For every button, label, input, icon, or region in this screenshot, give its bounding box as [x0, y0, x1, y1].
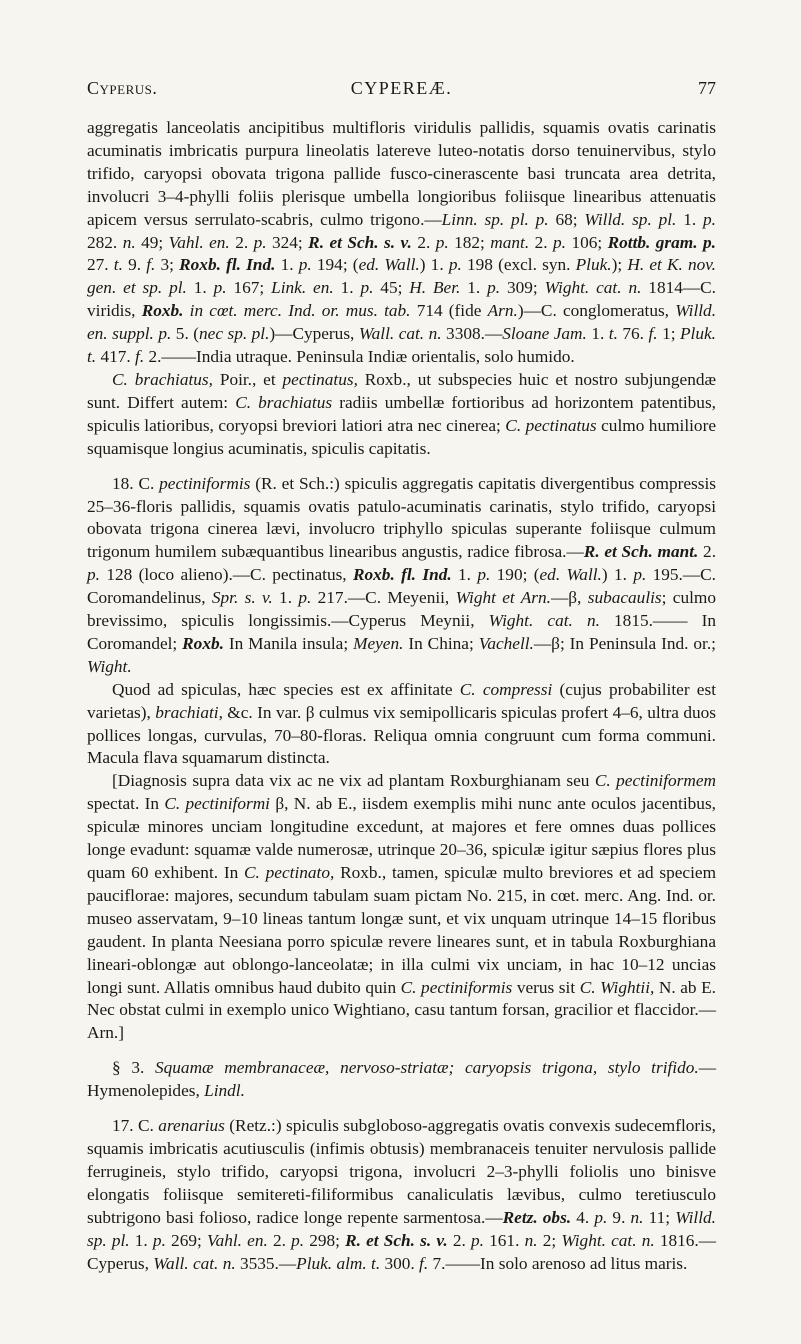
paragraph-species-18: 18. C. pectiniformis (R. et Sch.:) spiculis aggregatis capitatis divergentibus compressis 25–36-floris pallidis, squamis ovatis patulo-acuminatis carinatis, stylo trifido, caryopsi obovata trigona cinerea lævi, involucro triphyllo spiculas superante foliisque culmum trigonum humilem subæquantibus linearibus angustis, radice fibrosa.—R. et Sch. mant. 2. p. 128 (loco alieno).—C. pectinatus, Roxb. fl. Ind. 1. p. 190; (ed. Wall.) 1. p. 195.—C. Coromandelinus, Spr. s. v. 1. p. 217.—C. Meyenii, Wight et Arn.—β, subacaulis; culmo brevissimo, spiculis longissimis.—Cyperus Meynii, Wight. cat. n. 1815.—— In Coromandel; Roxb. In Manila insula; Meyen. In China; Vachell.—β; In Peninsula Ind. or.; Wight.: [87, 473, 717, 676]
paragraph-species-17: 17. C. arenarius (Retz.:) spiculis subgloboso-aggregatis ovatis convexis sudecemfloris, squamis imbricatis acutiusculis (infimis obtusis) membranaceis tenuiter nervulosis pallide ferrugineis, stylo trifido, caryopsi trigona, involucri 2–3-phylli foliolis uno binisve elongatis foliisque semitereti-filiformibus canaliculatis lævibus, culmo teretiusculo subtrigono basi folioso, radice longe repente sarmentosa.—Retz. obs. 4. p. 9. n. 11; Willd. sp. pl. 1. p. 269; Vahl. en. 2. p. 298; R. et Sch. s. v. 2. p. 161. n. 2; Wight. cat. n. 1816.— Cyperus, Wall. cat. n. 3535.—Pluk. alm. t. 300. f. 7.——In solo arenoso ad litus maris.: [87, 1116, 717, 1273]
header-genus: Cyperus.: [87, 78, 158, 98]
paragraph-subspecies-note: C. brachiatus, Poir., et pectinatus, Roxb., ut subspecies huic et nostro subjungendæ sunt. Differt autem: C. brachiatus radiis umbellæ fortioribus ad horizontem patentibus, spiculis latioribus, coryopsi breviori latiori atra nec cinerea; C. pectinatus culmo humiliore squamisque longius acuminatis, spiculis capitatis.: [87, 369, 717, 458]
page-body: [87, 117, 716, 1275]
header-tribe: CYPEREÆ.: [350, 78, 453, 98]
paragraph-continuation: aggregatis lanceolatis ancipitibus multifloris viridulis pallidis, squamis ovatis carinatis acuminatis imbricatis purpura lineolatis latereve luteo-notatis dorso tenuinervibus, stylo trifido, caryopsi obovata trigona pallide fusco-cinerascente basi truncata area detrita, involucri 3–4-phylli foliis plerisque umbella longioribus foliisque linearibus attenuatis apicem versus serrulato-scabris, culmo trigono.—Linn. sp. pl. p. 68; Willd. sp. pl. 1. p. 282. n. 49; Vahl. en. 2. p. 324; R. et Sch. s. v. 2. p. 182; mant. 2. p. 106; Rottb. gram. p. 27. t. 9. f. 3; Roxb. fl. Ind. 1. p. 194; (ed. Wall.) 1. p. 198 (excl. syn. Pluk.); H. et K. nov. gen. et sp. pl. 1. p. 167; Link. en. 1. p. 45; H. Ber. 1. p. 309; Wight. cat. n. 1814—C. viridis, Roxb. in cœt. merc. Ind. or. mus. tab. 714 (fide Arn.)—C. conglomeratus, Willd. en. suppl. p. 5. (nec sp. pl.)—Cyperus, Wall. cat. n. 3308.—Sloane Jam. 1. t. 76. f. 1; Pluk. t. 417. f. 2.——India utraque. Peninsula Indiæ orientalis, solo humido.: [87, 118, 717, 367]
section-heading-3: § 3. Squamæ membranaceæ, nervoso-striatæ; caryopsis trigona, stylo trifido.— Hymenolepides, Lindl.: [87, 1058, 716, 1101]
page-number: 77: [698, 78, 716, 98]
paragraph-diagnosis-note: [Diagnosis supra data vix ac ne vix ad plantam Roxburghianam seu C. pectiniformem spectat. In C. pectiniformi β, N. ab E., iisdem exemplis mihi nunc ante oculos jacentibus, spiculæ minores unciam longitudine excedunt, at majores et fere omnes duas pollices longe evadunt: squamæ valde numerosæ, utrinque 20–36, spiculæ igitur sæpius flores plus quam 60 exhibent. In C. pectinato, Roxb., tamen, spiculæ multo breviores et ad speciem pauciflorae: majores, secundum tabulam suam pictam No. 215, in cœt. merc. Ang. Ind. or. museo asservatam, 9–10 lineas tantum longæ sunt, et vix unquam utrinque 14–15 floribus gaudent. In planta Neesiana porro spiculæ revere lineares sunt, et in tabula Roxburghiana lineari-oblongæ aut oblongo-lanceolatæ; in illa culmi vix unciam, in hac 10–12 uncias longi sunt. Allatis omnibus haud dubito quin C. pectiniformis verus sit C. Wightii, N. ab E. Nec obstat culmi in exemplo unico Wightiano, casu tantum forsan, gracilior et flaccidor.—Arn.]: [87, 771, 717, 1043]
paragraph-spicule-note: Quod ad spiculas, hæc species est ex affinitate C. compressi (cujus probabiliter est varietas), brachiati, &c. In var. β culmus vix semipollicaris spiculas profert 4–6, ultra duos pollices longas, curvulas, 70–80-floras. Reliqua omnia congruunt cum forma communi. Macula flava squamarum distincta.: [87, 679, 717, 768]
running-header: [87, 78, 716, 102]
